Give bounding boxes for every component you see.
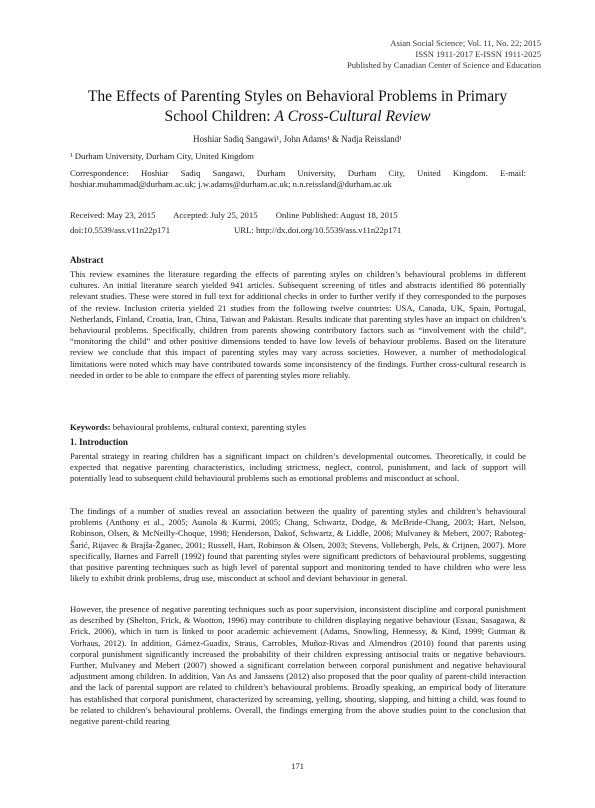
journal-volume-line: Asian Social Science; Vol. 11, No. 22; 2015 bbox=[390, 38, 541, 48]
introduction-heading: 1. Introduction bbox=[70, 437, 128, 447]
paper-title bbox=[60, 87, 535, 127]
affiliation: ¹ Durham University, Durham City, United Kingdom bbox=[70, 151, 254, 161]
journal-publisher-line: Published by Canadian Center of Science and Education bbox=[346, 60, 541, 71]
doi-line bbox=[70, 225, 402, 235]
accepted-date: Accepted: July 25, 2015 bbox=[173, 210, 258, 220]
page-number: 171 bbox=[290, 761, 305, 771]
authors: Hoshiar Sadiq Sangawi¹, John Adams¹ & Nadja Reissland¹ bbox=[193, 134, 402, 144]
intro-paragraph-3: However, the presence of negative parenting techniques such as poor supervision, inconsistent discipline and corporal punishment as described by (Shelton, Frick, & Wootton, 1996) may contribute to children displaying negative behaviour (Essau, Sasagawa, & Frick, 2006), which in turn is linked to poor academic achievement (Adams, Snowling, Hennessy, & Kind, 1999; Gutman & Vorhaus, 2012). In addition, Gámez-Guadix, Straus, Carrobles, Muñoz-Rivas and Almendros (2010) found that parents using corporal punishment significantly increased the probability of their children expressing antisocial traits or negative behaviours. Further, Mulvaney and Mebert (2007) showed a significant correlation between corporal punishment and negative behavioural adjustment among children. In addition, Van As and Janssens (2012) also proposed that the poor quality of parent-child interaction and the lack of parental support are related to children’s behavioural problems. Broadly speaking, an empirical body of literature has established that corporal punishment, characterized by screaming, yelling, shouting, slapping, and hitting a child, was found to be related to children’s behavioural problems. Overall, the findings emerging from the above studies point to the conclusion that negative parent-child rearing bbox=[70, 604, 526, 727]
title-line-2-italic: A Cross-Cultural Review bbox=[274, 108, 431, 125]
abstract-heading: Abstract bbox=[70, 255, 104, 265]
keywords-label: Keywords: bbox=[70, 422, 111, 432]
published-date: Online Published: August 18, 2015 bbox=[275, 210, 398, 220]
title-line-2-plain: School Children: bbox=[164, 108, 275, 125]
article-url[interactable]: URL: http://dx.doi.org/10.5539/ass.v11n22p171 bbox=[234, 225, 402, 235]
title-line-1: The Effects of Parenting Styles on Behavioral Problems in Primary bbox=[87, 88, 508, 105]
received-date: Received: May 23, 2015 bbox=[70, 210, 156, 220]
keywords bbox=[70, 422, 306, 432]
title-line-2 bbox=[60, 107, 535, 127]
dates-line bbox=[70, 210, 414, 220]
intro-paragraph-1: Parental strategy in rearing children has a significant impact on children’s developmental outcomes. Theoretically, it could be expected that negative parenting characteristics, including strictness, neglect, control, punishment, and lack of support will potentially lead to subsequent child behavioural problems such as emotional problems and misconduct at school. bbox=[70, 451, 526, 484]
journal-issn-line: ISSN 1911-2017 E-ISSN 1911-2025 bbox=[415, 49, 541, 60]
doi[interactable]: doi:10.5539/ass.v11n22p171 bbox=[70, 225, 171, 235]
intro-paragraph-2: The findings of a number of studies reveal an association between the quality of parenting styles and children’s behavioural problems (Anthony et al., 2005; Aunola & Kurmi, 2005; Chang, Schwartz, Dodge, & McBride-Chang, 2003; Hart, Nelson, Robinson, Olsen, & McNeilly-Choque, 1998; Henderson, Dakof, Schwartz, & Liddle, 2006; Mulvaney & Mebert, 2007; Raboteg-Šarić, Rijavec & Brajša-Žganec, 2001; Russell, Hart, Robinson & Olsen, 2003; Stevens, Vollebergh, Pels, & Crijnen, 2007). More specifically, Barnes and Farrell (1992) found that parenting styles were significant predictors of behavioural problems, suggesting that positive parenting techniques such as high level of parental support and monitoring tended to have children who were less likely to exhibit drink problems, drug use, misconduct at school and deviant behaviour in general. bbox=[70, 506, 526, 584]
keywords-text: behavioural problems, cultural context, parenting styles bbox=[110, 422, 306, 432]
correspondence: Correspondence: Hoshiar Sadiq Sangawi, Durham University, Durham City, United Kingdom. E-mail: hoshiar.muhammad@durham.ac.uk; j.w.adams@durham.ac.uk; n.n.reissland@durham.ac.uk bbox=[70, 168, 526, 189]
abstract-text: This review examines the literature regarding the effects of parenting styles on children’s behavioural problems in different cultures. An initial literature search yielded 941 articles. Subsequent screening of titles and abstracts identified 86 potentially relevant studies. These were stored in full text for additional checks in order to further verify if they corresponded to the purposes of the review. Inclusion criteria yielded 21 studies from the following twelve countries: USA, Canada, UK, Spain, Portugal, Netherlands, Finland, Croatia, Iran, China, Taiwan and Pakistan. Results indicate that parenting styles have an impact on children’s behavioural problems. Specifically, children from parents showing contributory factors such as “involvement with the child”, “monitoring the child” and other positive dimensions tended to have low levels of behaviour problems. Based on the literature review we conclude that this impact of parenting styles may vary across societies. However, a number of methodological limitations were noted which may have contributed towards some inconsistency of the findings. Further cross-cultural research is needed in order to be able to compare the effect of parenting styles more reliably. bbox=[70, 269, 526, 380]
journal-header bbox=[347, 38, 541, 72]
